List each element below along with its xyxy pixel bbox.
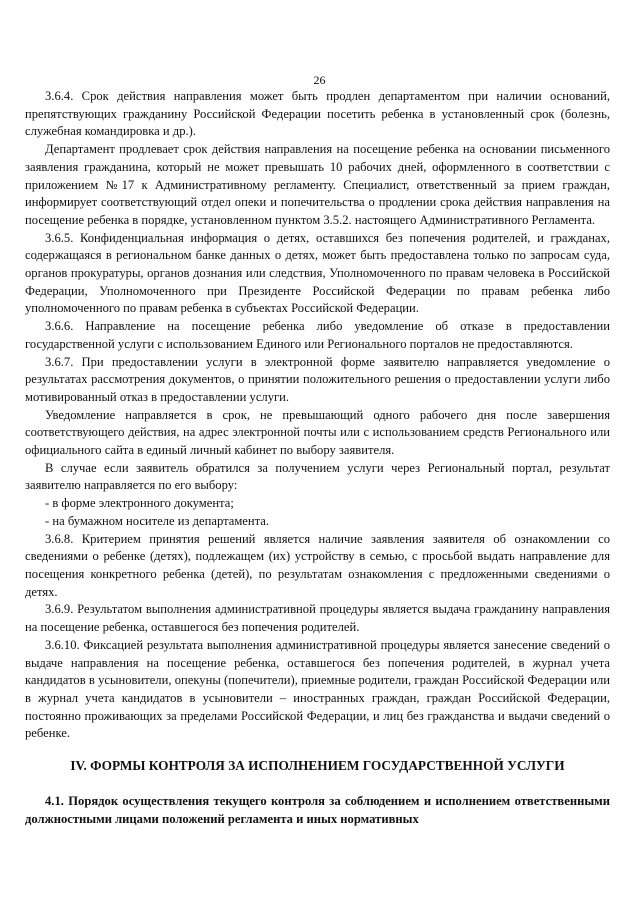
paragraph-3-6-7: 3.6.7. При предоставлении услуги в электронной форме заявителю направляется уведомление о результатах рассмотрения документов, о принятии положительного решения о предоставлении услуги либо мотивированный отказ в предоставлении услуги.: [25, 354, 610, 404]
paragraph-extension: Департамент продлевает срок действия направления на посещение ребенка на основании письменного заявления гражданина, который не может превышать 10 рабочих дней, оформленного в соответствии с приложением №17 к Административному регламенту. Специалист, ответственный за прием граждан, информирует соответствующий отдел опеки и попечительства о продлении срока действия направления на посещение ребенка в порядке, установленном пунктом 3.5.2. настоящего Административного Регламента.: [25, 142, 610, 227]
paragraph-portal: В случае если заявитель обратился за получением услуги через Региональный портал, результат заявителю направляется по его выбору:: [25, 460, 610, 493]
section-title: IV. ФОРМЫ КОНТРОЛЯ ЗА ИСПОЛНЕНИЕМ ГОСУДАРСТВЕННОЙ УСЛУГИ: [70, 758, 565, 773]
list-item: - в форме электронного документа;: [45, 496, 234, 511]
paragraph-notification: Уведомление направляется в срок, не превышающий одного рабочего дня после завершения соответствующего действия, на адрес электронной почты или с использованием средств Регионального или официального сайта в единый личный кабинет по выбору заявителя.: [25, 407, 610, 458]
subsection-title: 4.1. Порядок осуществления текущего контроля за соблюдением и исполнением ответственными должностными лицами положений регламента и иных нормативных: [25, 794, 610, 826]
paragraph-3-6-5: 3.6.5. Конфиденциальная информация о детях, оставшихся без попечения родителей, и гражданах, содержащаяся в региональном банке данных о детях, может быть предоставлена только по запросам суда, органов прокуратуры, органов дознания или следствия, Уполномоченного по правам человека в Российской Федерации, Уполномоченного при Президенте Российской Федерации по правам ребенка либо уполномоченного по правам ребенка в субъектах Российской Федерации.: [25, 230, 610, 316]
paragraph-3-6-8: 3.6.8. Критерием принятия решений является наличие заявления заявителя об ознакомлении со сведениями о ребенке (детях), подлежащем (их) устройству в семью, с просьбой выдать направление для посещения конкретного ребенка (детей), по результатам ознакомления с предложенными сведениями о детях.: [25, 531, 610, 599]
body-text: [25, 88, 610, 743]
page-number: 26: [313, 73, 326, 87]
list-item: - на бумажном носителе из департамента.: [45, 513, 270, 528]
paragraph-3-6-4: 3.6.4. Срок действия направления может быть продлен департаментом при наличии оснований, препятствующих гражданину Российской Федерации посетить ребенка в установленный срок (болезнь, служебная командировка и др.).: [25, 89, 610, 139]
paragraph-3-6-10: 3.6.10. Фиксацией результата выполнения административной процедуры является занесение сведений о выдаче направления на посещение ребенка, оставшегося без попечения родителей, в журнал учета кандидатов в усыновители, опекуны (попечители), приемные родители, граждан Российской Федерации или в журнал учета кандидатов в усыновители – иностранных граждан, граждан Российской Федерации, постоянно проживающих за пределами Российской Федерации, и лиц без гражданства и выдачи сведений о ребенке.: [25, 637, 610, 741]
paragraph-3-6-6: 3.6.6. Направление на посещение ребенка либо уведомление об отказе в предоставлении государственной услуги с использованием Единого или Регионального порталов не предоставляются.: [25, 319, 610, 351]
paragraph-3-6-9: 3.6.9. Результатом выполнения административной процедуры является выдача гражданину направления на посещение ребенка, оставшегося без попечения родителей.: [25, 602, 610, 635]
